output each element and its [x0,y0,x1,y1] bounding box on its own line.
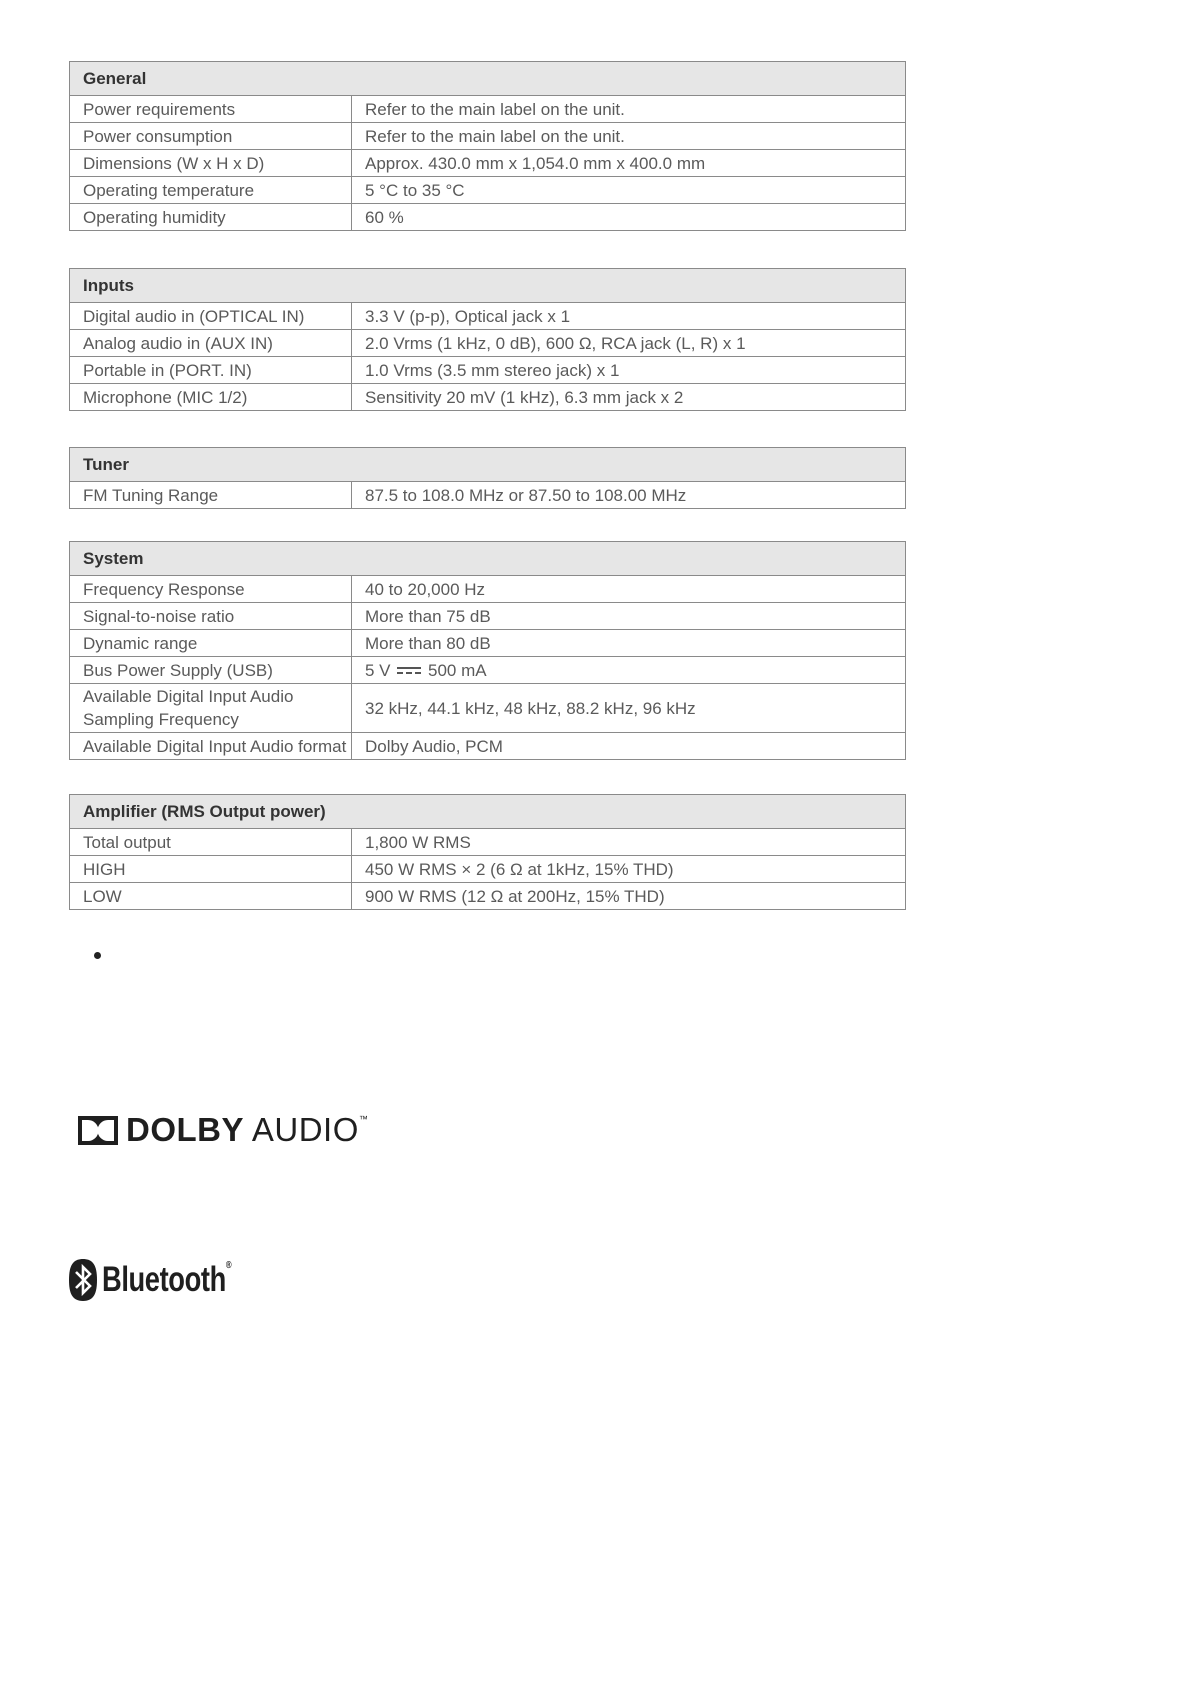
table-row [70,357,906,384]
spec-label: Analog audio in (AUX IN) [70,330,352,357]
spec-value: 3.3 V (p-p), Optical jack x 1 [352,303,906,330]
spec-value [352,657,906,684]
spec-label: Available Digital Input Audio format [70,733,352,760]
spec-label-line: Available Digital Input Audio [83,687,294,706]
system-spec-table [69,541,906,760]
spec-value: Refer to the main label on the unit. [352,123,906,150]
spec-value: 2.0 Vrms (1 kHz, 0 dB), 600 Ω, RCA jack (L, R) x 1 [352,330,906,357]
spec-label: Bus Power Supply (USB) [70,657,352,684]
spec-label: FM Tuning Range [70,482,352,509]
spec-value: 5 °C to 35 °C [352,177,906,204]
table-title: Inputs [70,269,906,303]
table-row [70,303,906,330]
table-row [70,384,906,411]
spec-label: Frequency Response [70,576,352,603]
spec-label: Total output [70,829,352,856]
table-title: General [70,62,906,96]
dolby-double-d-icon [78,1116,118,1145]
table-row [70,150,906,177]
spec-label: HIGH [70,856,352,883]
spec-label: Power consumption [70,123,352,150]
spec-value: 900 W RMS (12 Ω at 200Hz, 15% THD) [352,883,906,910]
table-row [70,204,906,231]
dolby-wordmark-regular: AUDIO [244,1111,359,1148]
spec-value: Dolby Audio, PCM [352,733,906,760]
dolby-wordmark-bold: DOLBY [126,1111,244,1148]
bluetooth-wordmark-text: Bluetooth [102,1260,226,1299]
table-row [70,684,906,733]
spec-value: 450 W RMS × 2 (6 Ω at 1kHz, 15% THD) [352,856,906,883]
table-row [70,96,906,123]
spec-value: Approx. 430.0 mm x 1,054.0 mm x 400.0 mm [352,150,906,177]
spec-label: Digital audio in (OPTICAL IN) [70,303,352,330]
table-title: System [70,542,906,576]
table-row [70,829,906,856]
spec-label: Power requirements [70,96,352,123]
spec-value-prefix: 5 V [365,660,391,680]
table-row [70,177,906,204]
table-row [70,883,906,910]
dc-current-icon [397,666,421,676]
spec-value: 87.5 to 108.0 MHz or 87.50 to 108.00 MHz [352,482,906,509]
spec-label: Signal-to-noise ratio [70,603,352,630]
table-row [70,123,906,150]
registered-symbol: ® [225,1260,232,1271]
spec-label: Dynamic range [70,630,352,657]
table-row [70,576,906,603]
spec-value: 40 to 20,000 Hz [352,576,906,603]
table-row [70,330,906,357]
spec-value: 1.0 Vrms (3.5 mm stereo jack) x 1 [352,357,906,384]
spec-value: More than 80 dB [352,630,906,657]
spec-value: Sensitivity 20 mV (1 kHz), 6.3 mm jack x 2 [352,384,906,411]
tuner-spec-table [69,447,906,509]
dolby-wordmark [126,1111,369,1148]
spec-label-line: Sampling Frequency [83,710,239,729]
spec-label: LOW [70,883,352,910]
spec-value: Refer to the main label on the unit. [352,96,906,123]
table-row [70,856,906,883]
spec-label: Dimensions (W x H x D) [70,150,352,177]
spec-value-suffix: 500 mA [428,660,487,680]
spec-value: More than 75 dB [352,603,906,630]
table-title: Amplifier (RMS Output power) [70,795,906,829]
table-row [70,603,906,630]
general-spec-table [69,61,906,231]
spec-label: Operating humidity [70,204,352,231]
table-row [70,657,906,684]
bluetooth-logo [68,1258,268,1302]
spec-label [70,684,352,733]
dolby-audio-logo [78,1111,369,1148]
bluetooth-rune-icon [68,1259,98,1301]
trademark-symbol: ™ [358,1114,369,1124]
bluetooth-wordmark [102,1260,231,1300]
list-bullet [94,952,101,959]
spec-label: Microphone (MIC 1/2) [70,384,352,411]
spec-value: 32 kHz, 44.1 kHz, 48 kHz, 88.2 kHz, 96 kHz [352,684,906,733]
table-title: Tuner [70,448,906,482]
inputs-spec-table [69,268,906,411]
table-row [70,482,906,509]
table-row [70,733,906,760]
spec-value: 1,800 W RMS [352,829,906,856]
table-row [70,630,906,657]
spec-label: Portable in (PORT. IN) [70,357,352,384]
spec-value: 60 % [352,204,906,231]
amplifier-spec-table [69,794,906,910]
spec-label: Operating temperature [70,177,352,204]
